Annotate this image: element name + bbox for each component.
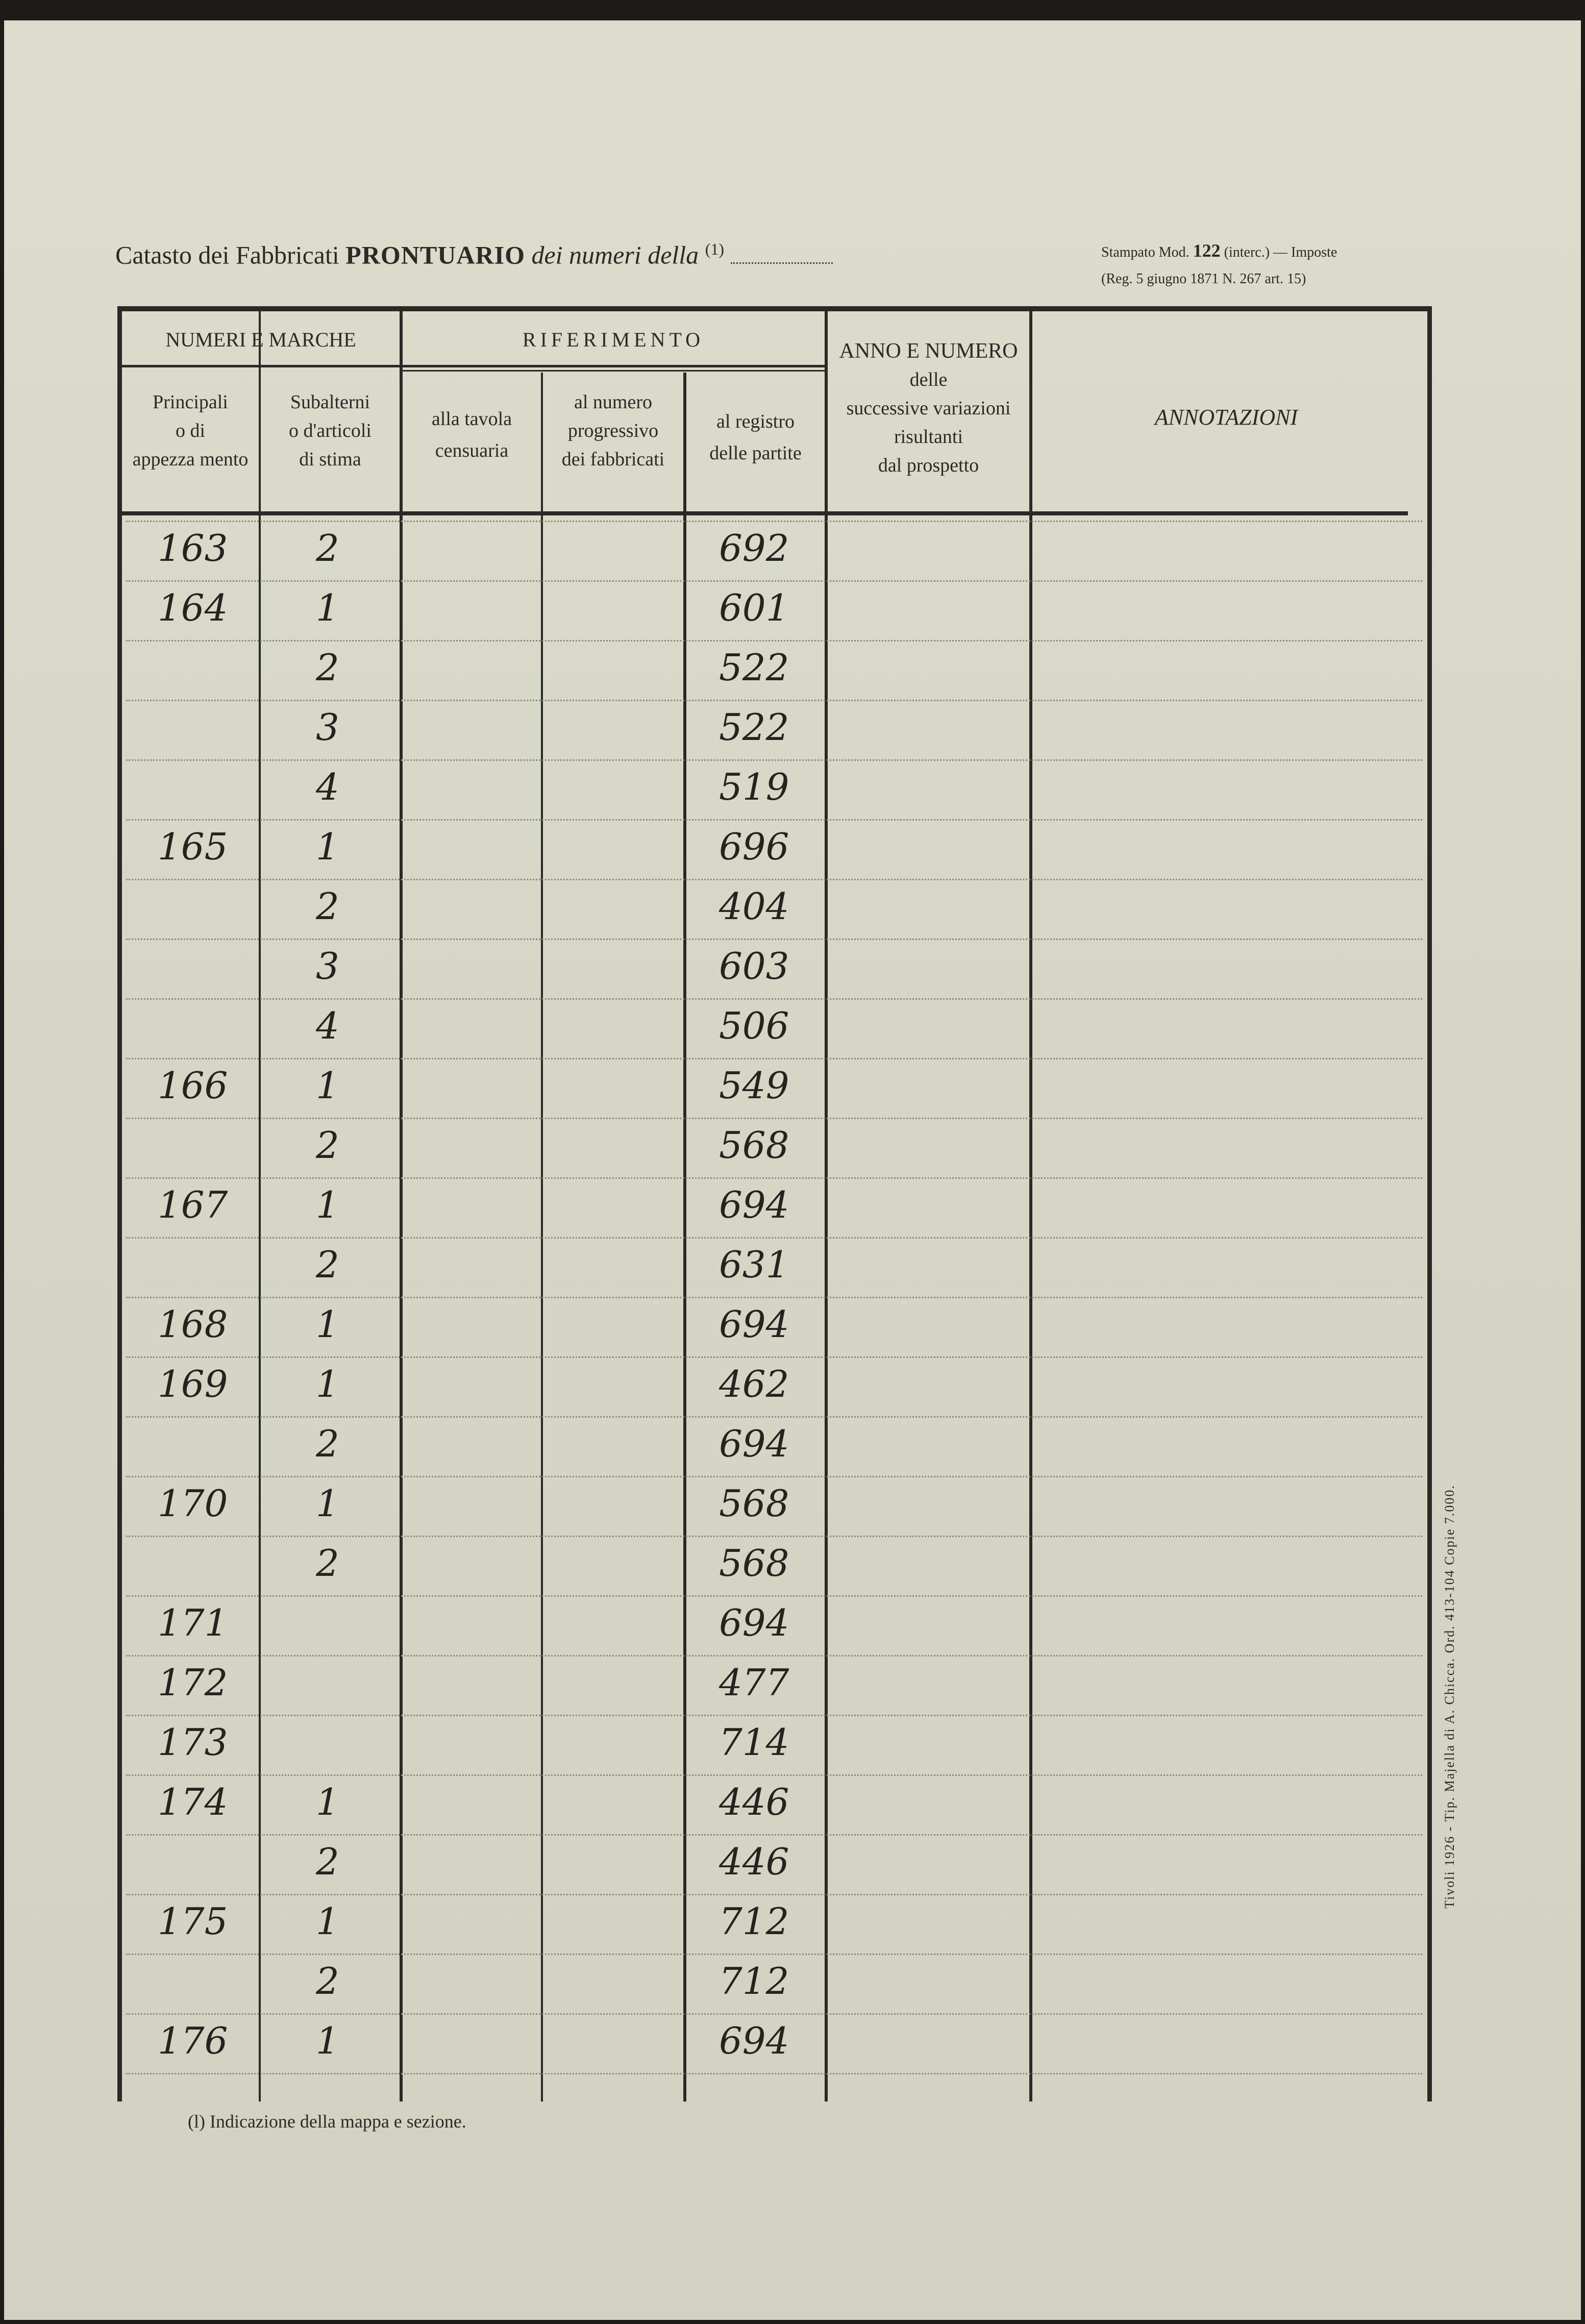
cell-subalterno: 2 (316, 1243, 339, 1286)
row-ruling (126, 819, 1422, 821)
cell-registro: 568 (719, 1542, 789, 1585)
row-ruling (126, 580, 1422, 582)
cell-subalterno: 1 (316, 586, 339, 629)
cell-registro: 568 (719, 1482, 789, 1525)
cell-subalterno: 1 (316, 1781, 339, 1823)
row-ruling (126, 998, 1422, 1000)
title-blank-line (731, 262, 833, 264)
row-ruling (126, 1237, 1422, 1239)
cell-registro: 696 (719, 825, 789, 868)
row-ruling (126, 1118, 1422, 1119)
cell-subalterno: 2 (316, 885, 339, 928)
row-ruling (126, 1058, 1422, 1059)
cell-registro: 446 (719, 1840, 789, 1883)
print-info-suffix: (interc.) — Imposte (1224, 244, 1338, 260)
cell-registro: 694 (719, 1601, 789, 1644)
header-bottom-line (122, 511, 1408, 515)
cell-registro: 692 (719, 527, 789, 570)
cell-subalterno: 4 (316, 1004, 339, 1047)
document-sheet (4, 20, 1581, 2320)
cell-subalterno: 4 (316, 765, 339, 808)
print-info-prefix: Stampato Mod. (1101, 244, 1190, 260)
cell-subalterno: 2 (316, 1124, 339, 1167)
cell-registro: 631 (719, 1243, 789, 1286)
title-main: PRONTUARIO (345, 240, 525, 269)
cell-registro: 568 (719, 1124, 789, 1167)
row-ruling (126, 1715, 1422, 1716)
group-header-line-2 (402, 370, 825, 372)
cell-registro: 519 (719, 765, 789, 808)
cell-registro: 714 (719, 1721, 789, 1764)
cell-subalterno: 2 (316, 646, 339, 689)
cell-registro: 601 (719, 586, 789, 629)
row-ruling (126, 521, 1422, 522)
cell-principale: 165 (158, 825, 228, 868)
cell-subalterno: 1 (316, 1183, 339, 1226)
cell-principale: 176 (158, 2019, 228, 2062)
register-table (117, 306, 1432, 2102)
cell-subalterno: 1 (316, 825, 339, 868)
cell-principale: 172 (158, 1661, 228, 1704)
cell-registro: 694 (719, 1183, 789, 1226)
cell-subalterno: 1 (316, 1303, 339, 1346)
cell-registro: 603 (719, 945, 789, 987)
cell-registro: 712 (719, 1900, 789, 1943)
row-ruling (126, 1416, 1422, 1418)
header-annotazioni: ANNOTAZIONI (1154, 405, 1298, 430)
cell-subalterno: 3 (316, 945, 339, 987)
title-subtitle: dei numeri della (531, 240, 699, 269)
header-anno-numero: ANNO E NUMERO delle successive variazioni risultanti dal prospetto (839, 339, 1018, 476)
footnote: (l) Indicazione della mappa e sezione. (188, 2111, 466, 2132)
cell-registro: 694 (719, 1422, 789, 1465)
row-ruling (126, 1177, 1422, 1179)
row-ruling (126, 938, 1422, 940)
cell-registro: 506 (719, 1004, 789, 1047)
cell-principale: 164 (158, 586, 228, 629)
cell-principale: 175 (158, 1900, 228, 1943)
cell-registro: 446 (719, 1781, 789, 1823)
cell-principale: 171 (158, 1601, 228, 1644)
cell-subalterno: 2 (316, 1422, 339, 1465)
cell-subalterno: 1 (316, 1064, 339, 1107)
cell-subalterno: 3 (316, 706, 339, 749)
header-principali: Principali o di appezza mento (132, 391, 249, 470)
cell-registro: 694 (719, 1303, 789, 1346)
cell-subalterno: 2 (316, 1542, 339, 1585)
row-ruling (126, 1595, 1422, 1597)
row-ruling (126, 2073, 1422, 2074)
header-numeri-marche: NUMERI E MARCHE (165, 328, 356, 351)
cell-registro: 522 (719, 646, 789, 689)
title-note-mark: (1) (705, 240, 724, 258)
row-ruling (126, 759, 1422, 761)
group-header-line (122, 365, 826, 367)
cell-principale: 170 (158, 1482, 228, 1525)
cell-subalterno: 2 (316, 1960, 339, 2002)
cell-registro: 694 (719, 2019, 789, 2062)
row-ruling (126, 879, 1422, 880)
cell-registro: 477 (719, 1661, 789, 1704)
cell-subalterno: 2 (316, 527, 339, 570)
cell-principale: 174 (158, 1781, 228, 1823)
cell-principale: 167 (158, 1183, 228, 1226)
row-ruling (126, 1655, 1422, 1657)
row-ruling (126, 640, 1422, 641)
cell-principale: 166 (158, 1064, 228, 1107)
cell-principale: 168 (158, 1303, 228, 1346)
header-numero: al numero progressivo dei fabbricati (561, 391, 665, 470)
cell-registro: 712 (719, 1960, 789, 2002)
print-info (1101, 237, 1337, 292)
cell-subalterno: 1 (316, 1482, 339, 1525)
row-ruling (126, 1894, 1422, 1895)
row-ruling (126, 1774, 1422, 1776)
cell-principale: 163 (158, 527, 228, 570)
cell-registro: 404 (719, 885, 789, 928)
header-subalterni: Subalterni o d'articoli di stima (289, 391, 372, 470)
cell-subalterno: 1 (316, 1900, 339, 1943)
cell-registro: 462 (719, 1363, 789, 1405)
row-ruling (126, 1536, 1422, 1537)
cell-principale: 173 (158, 1721, 228, 1764)
cell-subalterno: 1 (316, 2019, 339, 2062)
cell-subalterno: 2 (316, 1840, 339, 1883)
title-prefix: Catasto dei Fabbricati (115, 240, 339, 269)
row-ruling (126, 1297, 1422, 1298)
cell-subalterno: 1 (316, 1363, 339, 1405)
cell-principale: 169 (158, 1363, 228, 1405)
header-tavola: alla tavola censuaria (431, 408, 512, 461)
document-title (115, 240, 833, 270)
header-riferimento: RIFERIMENTO (522, 328, 705, 351)
print-info-regulation: (Reg. 5 giugno 1871 N. 267 art. 15) (1101, 271, 1306, 287)
row-ruling (126, 700, 1422, 701)
row-ruling (126, 1834, 1422, 1836)
row-ruling (126, 2013, 1422, 2015)
printer-note: Tivoli 1926 - Tip. Majella di A. Chicca. Ord. 413-104 Copie 7.000. (1442, 1485, 1457, 1909)
print-info-model: 122 (1193, 240, 1221, 261)
cell-registro: 522 (719, 706, 789, 749)
header-registro: al registro delle partite (709, 411, 802, 464)
row-ruling (126, 1954, 1422, 1955)
row-ruling (126, 1476, 1422, 1477)
row-ruling (126, 1356, 1422, 1358)
cell-registro: 549 (719, 1064, 789, 1107)
